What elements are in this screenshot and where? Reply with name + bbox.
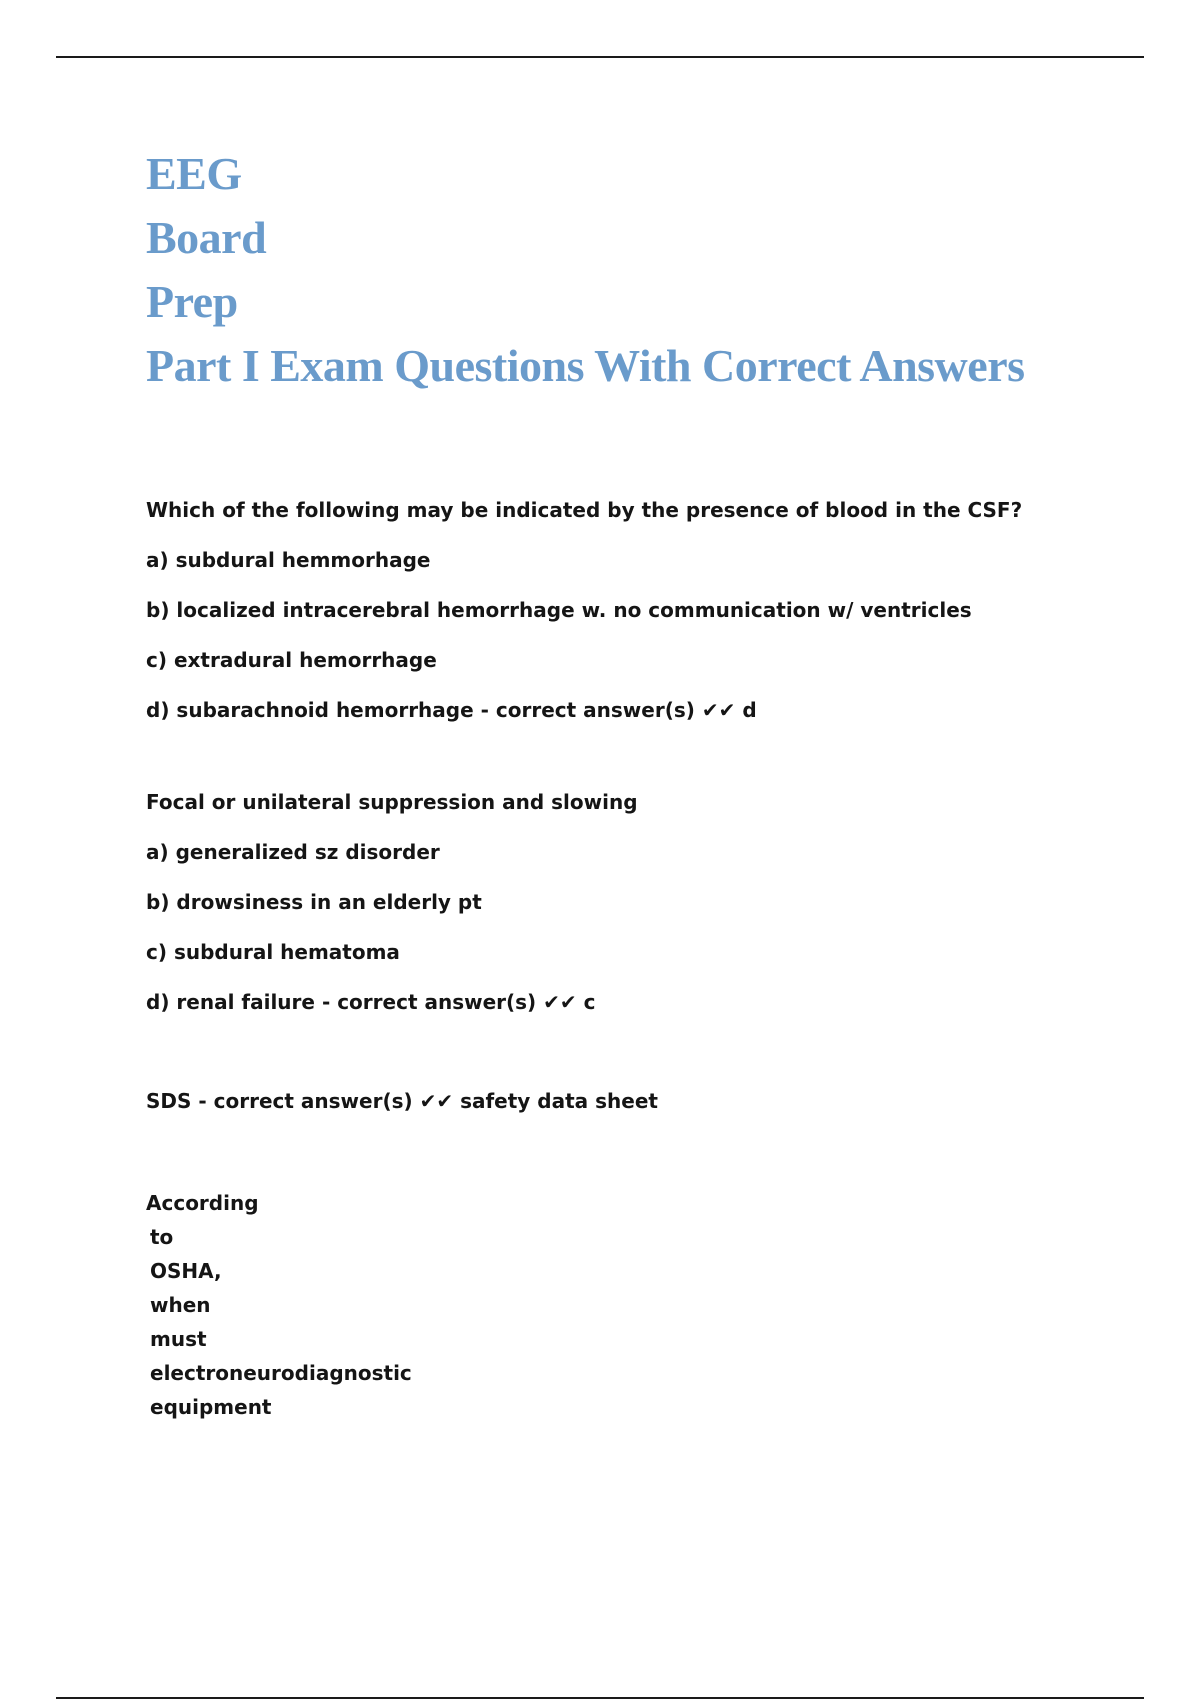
document-body (146, 496, 1146, 1424)
title-line: Part I Exam Questions With Correct Answers (146, 340, 1025, 391)
title-line: Board (146, 212, 267, 263)
answer-option: b) drowsiness in an elderly pt (146, 890, 482, 914)
question-4 (146, 1186, 1146, 1424)
question-text: SDS - correct answer(s) ✔✔ safety data sheet (146, 1089, 658, 1113)
question-word: when (150, 1293, 211, 1317)
answer-option: a) subdural hemmorhage (146, 548, 431, 572)
question-word: must (150, 1327, 207, 1351)
answer-option: c) extradural hemorrhage (146, 648, 437, 672)
footer-rule (56, 1697, 1144, 1699)
question-word: equipment (150, 1395, 272, 1419)
question-word: According (146, 1191, 259, 1215)
question-1 (146, 496, 1146, 724)
question-word: to (150, 1225, 174, 1249)
question-3 (146, 1087, 1146, 1115)
question-word: OSHA, (150, 1259, 222, 1283)
title-line: EEG (146, 148, 242, 199)
answer-option: a) generalized sz disorder (146, 840, 440, 864)
document-title (146, 142, 1146, 398)
answer-option: d) renal failure - correct answer(s) ✔✔ c (146, 990, 596, 1014)
answer-option: d) subarachnoid hemorrhage - correct answer(s) ✔✔ d (146, 698, 757, 722)
answer-option: c) subdural hematoma (146, 940, 400, 964)
question-text: Which of the following may be indicated by the presence of blood in the CSF? (146, 498, 1023, 522)
question-word: electroneurodiagnostic (150, 1361, 412, 1385)
header-rule (56, 56, 1144, 58)
question-text: Focal or unilateral suppression and slowing (146, 790, 638, 814)
question-2 (146, 788, 1146, 1016)
answer-option: b) localized intracerebral hemorrhage w. no communication w/ ventricles (146, 598, 972, 622)
title-line: Prep (146, 276, 238, 327)
